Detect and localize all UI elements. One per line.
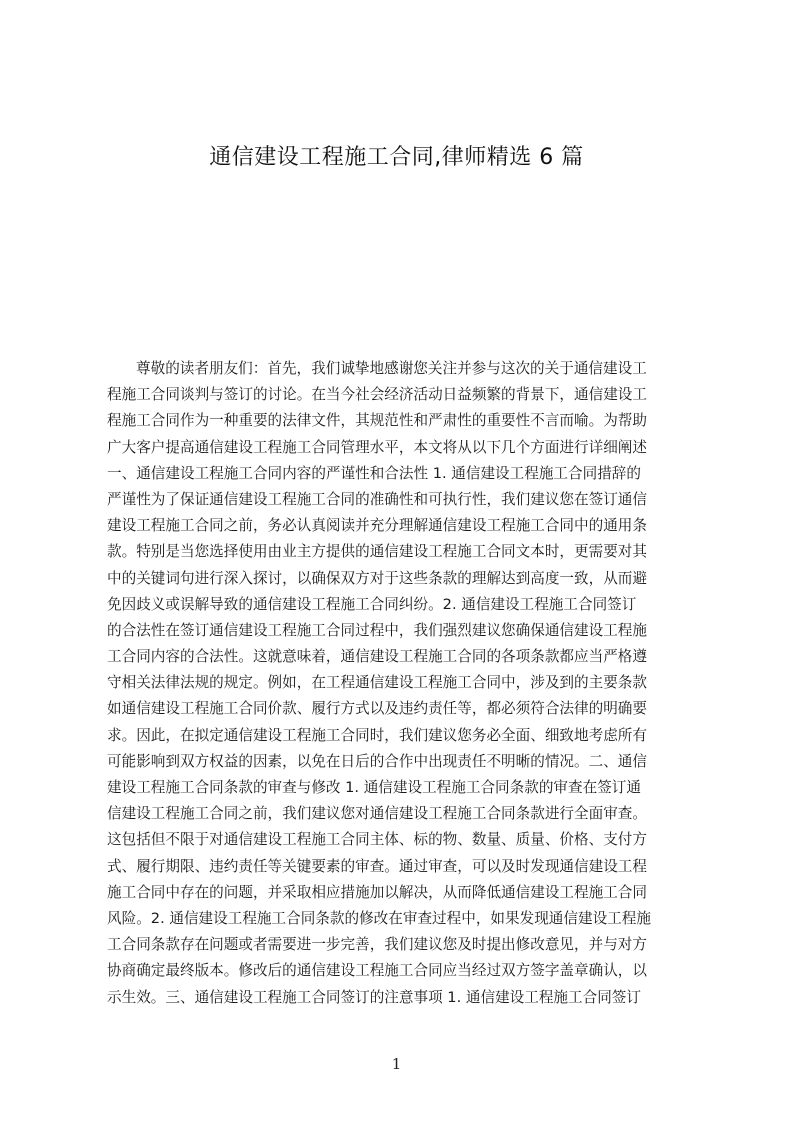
body-line: 建设工程施工合同条款的审查与修改 1. 通信建设工程施工合同条款的审查在签订通 bbox=[107, 779, 641, 796]
body-line: 一、通信建设工程施工合同内容的严谨性和合法性 1. 通信建设工程施工合同措辞的 bbox=[107, 464, 641, 482]
body-line: 的合法性在签订通信建设工程施工合同过程中，我们强烈建议您确保通信建设工程施 bbox=[107, 621, 647, 639]
body-line: 工合同条款存在问题或者需要进一步完善，我们建议您及时提出修改意见，并与对方 bbox=[107, 936, 647, 954]
body-line: 建设工程施工合同之前，务必认真阅读并充分理解通信建设工程施工合同中的通用条 bbox=[107, 517, 647, 535]
body-line: 施工合同中存在的问题，并采取相应措施加以解决，从而降低通信建设工程施工合同 bbox=[107, 883, 647, 901]
document-body bbox=[107, 356, 699, 1038]
body-line: 式、履行期限、违约责任等关键要素的审查。通过审查，可以及时发现通信建设工程 bbox=[107, 857, 647, 875]
body-line: 严谨性为了保证通信建设工程施工合同的准确性和可执行性，我们建议您在签订通信 bbox=[107, 490, 647, 508]
body-line: 求。因此，在拟定通信建设工程施工合同时，我们建议您务必全面、细致地考虑所有 bbox=[107, 726, 647, 744]
body-line: 守相关法律法规的规定。例如，在工程通信建设工程施工合同中，涉及到的主要条款 bbox=[107, 674, 647, 692]
body-line: 风险。2. 通信建设工程施工合同条款的修改在审查过程中，如果发现通信建设工程施 bbox=[107, 909, 651, 927]
body-line: 这包括但不限于对通信建设工程施工合同主体、标的物、数量、质量、价格、支付方 bbox=[107, 831, 647, 849]
body-line: 信建设工程施工合同之前，我们建议您对通信建设工程施工合同条款进行全面审查。 bbox=[107, 805, 647, 823]
body-line: 广大客户提高通信建设工程施工合同管理水平，本文将从以下几个方面进行详细阐述 bbox=[107, 438, 647, 456]
body-line: 尊敬的读者朋友们：首先，我们诚挚地感谢您关注并参与这次的关于通信建设工 bbox=[136, 360, 647, 377]
body-line: 工合同内容的合法性。这就意味着，通信建设工程施工合同的各项条款都应当严格遵 bbox=[107, 648, 647, 666]
body-line: 可能影响到双方权益的因素，以免在日后的合作中出现责任不明晰的情况。二、通信 bbox=[107, 752, 647, 770]
body-line: 协商确定最终版本。修改后的通信建设工程施工合同应当经过双方签字盖章确认，以 bbox=[107, 962, 647, 980]
page-number: 1 bbox=[391, 1055, 402, 1073]
body-line: 如通信建设工程施工合同价款、履行方式以及违约责任等，都必须符合法律的明确要 bbox=[107, 700, 647, 718]
body-line: 示生效。三、通信建设工程施工合同签订的注意事项 1. 通信建设工程施工合同签订 bbox=[107, 988, 641, 1006]
body-line: 款。特别是当您选择使用由业主方提供的通信建设工程施工合同文本时，更需要对其 bbox=[107, 543, 647, 561]
body-line: 免因歧义或误解导致的通信建设工程施工合同纠纷。2. 通信建设工程施工合同签订 bbox=[107, 595, 637, 613]
body-line: 程施工合同谈判与签订的讨论。在当今社会经济活动日益频繁的背景下，通信建设工 bbox=[107, 386, 647, 404]
document-title: 通信建设工程施工合同,律师精选 6 篇 bbox=[209, 145, 584, 170]
body-line: 程施工合同作为一种重要的法律文件，其规范性和严肃性的重要性不言而喻。为帮助 bbox=[107, 412, 647, 430]
body-line: 中的关键词句进行深入探讨，以确保双方对于这些条款的理解达到高度一致，从而避 bbox=[107, 569, 647, 587]
